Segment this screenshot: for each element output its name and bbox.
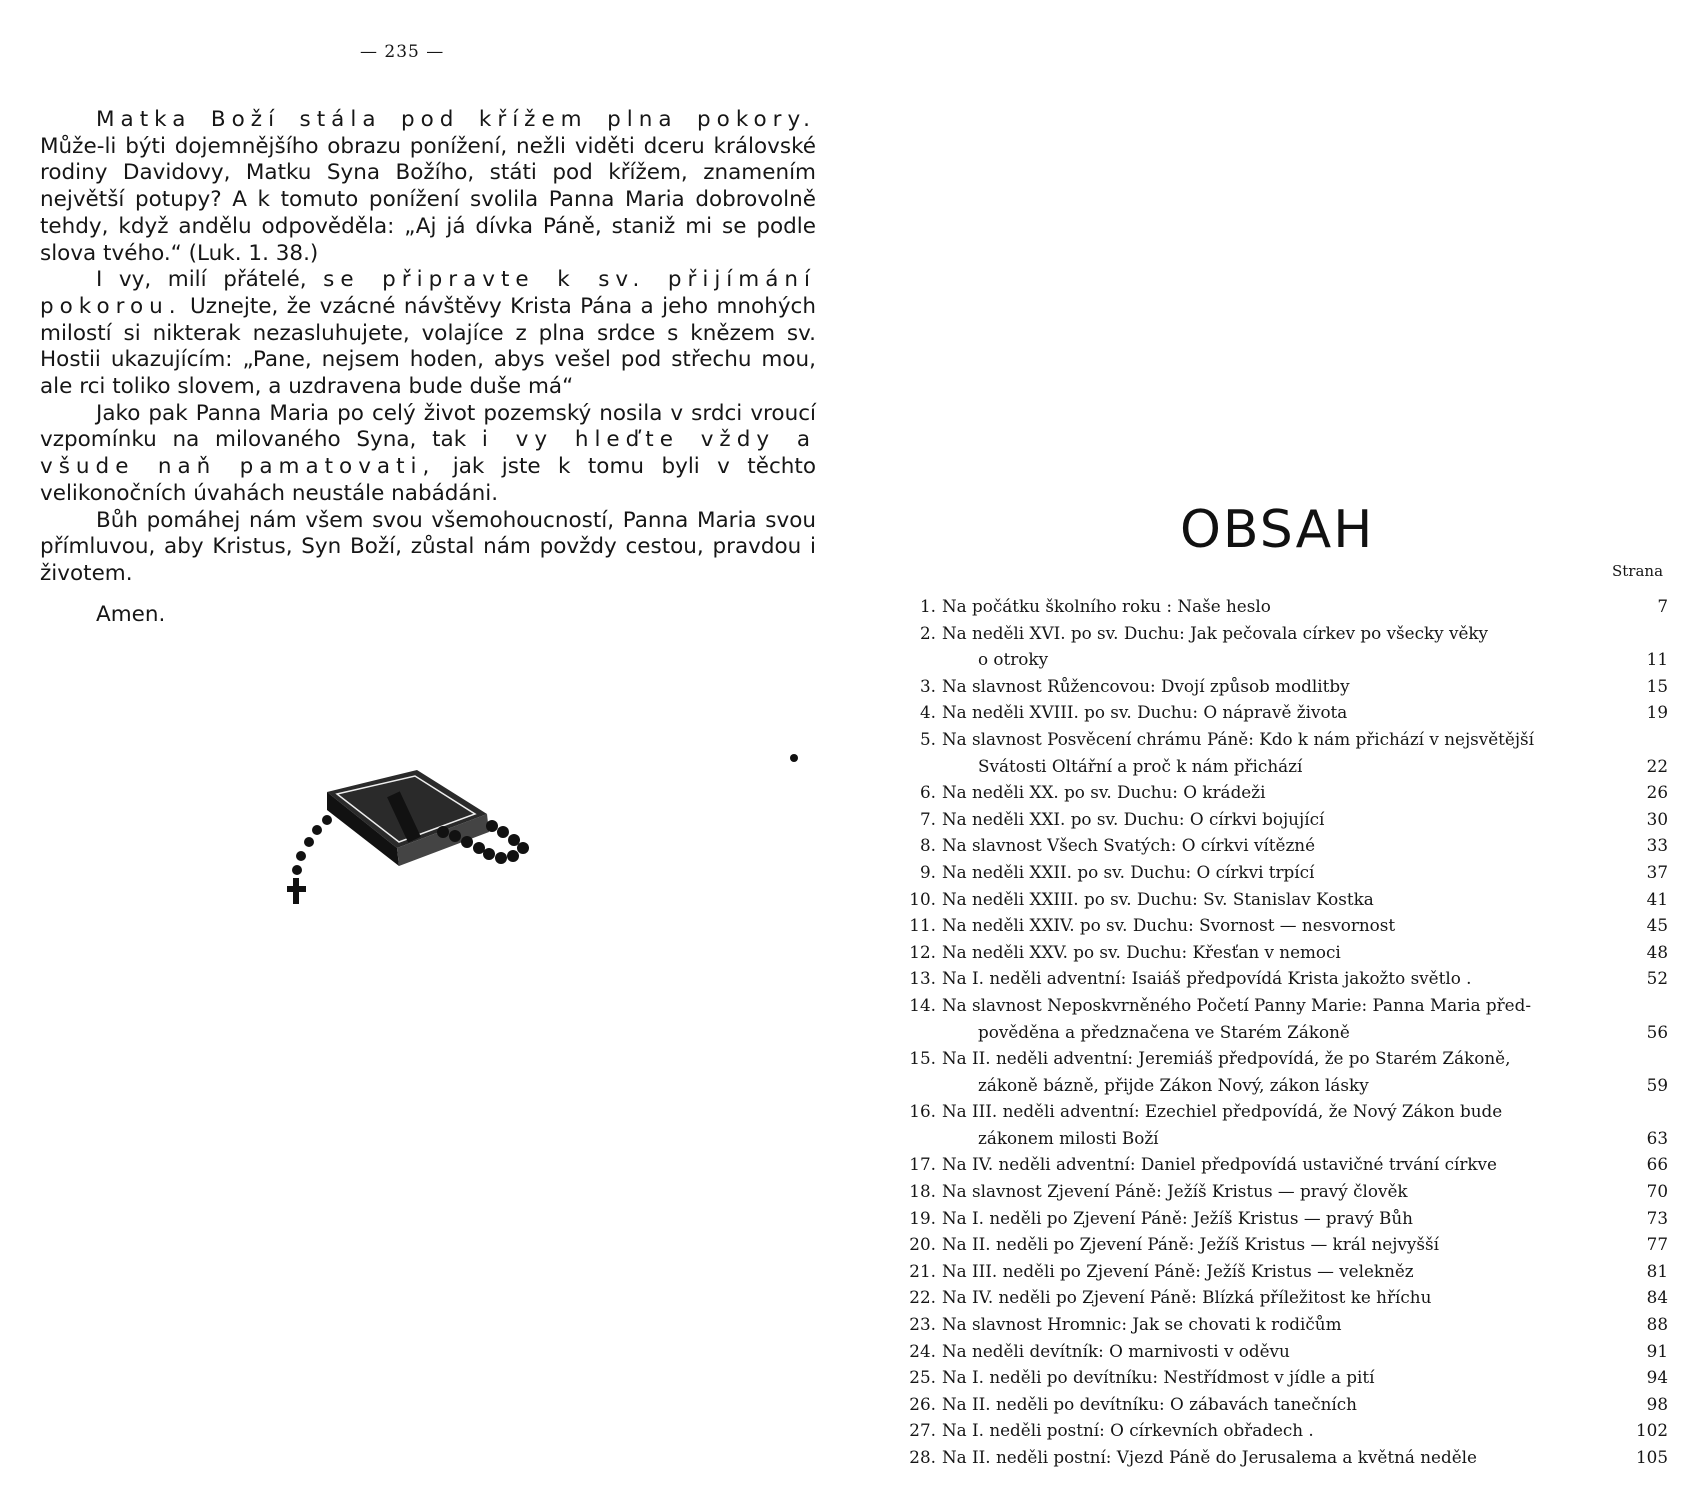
toc-entry	[896, 1338, 1668, 1365]
toc-entry-text: Na I. neděli postní: O církevních obřadech .	[942, 1420, 1314, 1441]
toc-entry-page: 77	[1646, 1234, 1668, 1255]
toc-entry-number: 23.	[909, 1314, 936, 1335]
toc-entry-text: Na II. neděli po Zjevení Páně: Ježíš Kristus — král nejvyšší	[942, 1234, 1439, 1255]
toc-entry-page: 30	[1646, 808, 1668, 829]
toc-entry-page: 105	[1635, 1447, 1668, 1467]
toc-entry-page: 94	[1646, 1367, 1668, 1388]
toc-entry	[896, 1151, 1668, 1178]
ink-dot	[790, 754, 798, 762]
spaced-emphasis: Matka Boží stála pod křížem plna pokory.	[96, 107, 816, 132]
toc-entry-title	[936, 1178, 1626, 1205]
toc-entry-title	[936, 806, 1626, 833]
toc-entry-title	[936, 886, 1626, 913]
toc-entry-page: 63	[1646, 1127, 1668, 1148]
toc-entry	[896, 992, 1668, 1045]
toc-entry	[896, 779, 1668, 806]
toc-entry-title	[936, 1284, 1626, 1311]
toc-entry-title	[936, 779, 1626, 806]
paragraph-text: Bůh pomáhej nám všem svou všemohoucností, Panna Maria svou přímluvou, aby Kristus, Syn Boží, zůstal nám povždy cestou, pravdou i životem.	[40, 507, 816, 586]
toc-entry-text: Na II. neděli postní: Vjezd Páně do Jerusalema a květná neděle	[942, 1447, 1477, 1467]
toc-entry-number: 27.	[909, 1420, 936, 1441]
paragraph	[40, 267, 816, 401]
toc-entry-text: Na I. neděli adventní: Isaiáš předpovídá Krista jakožto světlo .	[942, 968, 1472, 989]
toc-entry-text: Na neděli XVI. po sv. Duchu: Jak pečovala církev po všecky věky	[942, 622, 1489, 643]
toc-entry-page: 98	[1646, 1393, 1668, 1414]
spaced-emphasis: i vy hleďte vždy a všude naň pamatovati,	[40, 427, 816, 480]
toc-entry-title	[936, 1364, 1626, 1391]
toc-entry-text: Na neděli devítník: O marnivosti v oděvu	[942, 1340, 1290, 1361]
toc-entry-title	[936, 620, 1626, 673]
toc-entry-page: 66	[1646, 1154, 1668, 1175]
paragraph	[40, 508, 816, 588]
toc-entry-text: Na slavnost Růžencovou: Dvojí způsob modlitby	[942, 675, 1350, 696]
toc-entry-text: Na slavnost Všech Svatých: O církvi vítězné	[942, 835, 1316, 856]
toc-entry-page: 52	[1646, 968, 1668, 989]
toc-entry	[896, 939, 1668, 966]
toc-entry-title	[936, 1231, 1626, 1258]
paragraph-text: Může-li býti dojemnějšího obrazu ponížení, nežli viděti dceru královské rodiny Davidovy, Matku Syna Božího, státi pod křížem, znamením největší potupy? A k tomuto ponížení svolila Panna Maria dobrovolně tehdy, když andělu odpověděla: „Aj já dívka Páně, staniž mi se podle slova tvého.“ (Luk. 1. 38.)	[40, 133, 816, 266]
toc-entry-text: Na slavnost Neposkvrněného Početí Panny Marie: Panna Maria před-	[942, 994, 1532, 1015]
toc-entry-text: Na II. neděli po devítníku: O zábavách tanečních	[942, 1393, 1357, 1414]
toc-entry-text: Na neděli XVIII. po sv. Duchu: O nápravě života	[942, 702, 1348, 723]
toc-entry-page: 15	[1646, 675, 1668, 696]
toc-entry-page: 41	[1646, 888, 1668, 909]
toc-entry-text: Na počátku školního roku : Naše heslo	[942, 596, 1271, 616]
toc-entry-number: 6.	[919, 782, 936, 803]
toc-entry-page: 33	[1646, 835, 1668, 856]
toc-entry	[896, 1045, 1668, 1098]
toc-entry-number: 1.	[919, 596, 936, 616]
toc-entry-title	[936, 1311, 1626, 1338]
toc-entry	[896, 912, 1668, 939]
toc-entry-text: Na slavnost Posvěcení chrámu Páně: Kdo k nám přichází v nejsvětější	[942, 728, 1535, 749]
toc-entry	[896, 1284, 1668, 1311]
toc-entry-page: 102	[1635, 1420, 1668, 1441]
prayer-book-icon	[327, 770, 489, 866]
toc-entry-continuation: zákoně bázně, přijde Zákon Nový, zákon lásky	[978, 1074, 1369, 1095]
toc-entry-title	[936, 1338, 1626, 1365]
toc-entry	[896, 965, 1668, 992]
toc-entry-title	[936, 939, 1626, 966]
toc-entry-number: 11.	[909, 915, 936, 936]
toc-entry	[896, 1098, 1668, 1151]
toc-entry-number: 28.	[909, 1447, 936, 1467]
toc-title: OBSAH	[1180, 500, 1375, 560]
toc-entry	[896, 699, 1668, 726]
toc-entry-number: 16.	[909, 1101, 936, 1122]
toc-entry-page: 84	[1646, 1287, 1668, 1308]
toc-entry-number: 14.	[909, 994, 936, 1015]
paragraph	[40, 401, 816, 508]
toc-entry-title	[936, 912, 1626, 939]
toc-entry	[896, 1444, 1668, 1471]
toc-entry-page: 7	[1657, 596, 1668, 616]
toc-entry-text: Na slavnost Hromnic: Jak se chovati k rodičům	[942, 1314, 1342, 1335]
toc-entry	[896, 1205, 1668, 1232]
toc-entry-text: Na neděli XXI. po sv. Duchu: O církvi bojující	[942, 808, 1325, 829]
toc-entry-text: Na neděli XXV. po sv. Duchu: Křesťan v nemoci	[942, 941, 1341, 962]
toc-entry	[896, 1178, 1668, 1205]
toc-entry-number: 4.	[919, 702, 936, 723]
toc-entry-page: 11	[1646, 649, 1668, 670]
toc-entry	[896, 1417, 1668, 1444]
toc-entry	[896, 859, 1668, 886]
toc-entry-title	[936, 1444, 1626, 1471]
toc-entry-text: Na neděli XXIV. po sv. Duchu: Svornost — nesvornost	[942, 915, 1396, 936]
toc-entry-text: Na neděli XX. po sv. Duchu: O krádeži	[942, 782, 1266, 803]
toc-entry-number: 7.	[919, 808, 936, 829]
amen: Amen.	[96, 601, 166, 627]
paragraph-lead: Jako pak Panna Maria po celý život pozemský nosila v srdci vroucí vzpomínku na milovaného Syna, tak	[40, 400, 816, 453]
page-column-label: Strana	[1612, 562, 1664, 580]
toc-entry-page: 73	[1646, 1207, 1668, 1228]
toc-entry	[896, 1364, 1668, 1391]
toc-entry	[896, 620, 1668, 673]
toc-entry-title	[936, 1205, 1626, 1232]
toc-entry-text: Na III. neděli adventní: Ezechiel předpovídá, že Nový Zákon bude	[942, 1101, 1503, 1122]
toc-entry-number: 19.	[909, 1207, 936, 1228]
toc-entry-title	[936, 673, 1626, 700]
toc-entry-text: Na II. neděli adventní: Jeremiáš předpovídá, že po Starém Zákoně,	[942, 1048, 1511, 1069]
prayer-book-rosary-illustration	[287, 770, 577, 930]
toc-entry	[896, 1231, 1668, 1258]
toc-entry-number: 25.	[909, 1367, 936, 1388]
toc-entry	[896, 593, 1668, 620]
toc-entry	[896, 1391, 1668, 1418]
toc-entry-title	[936, 965, 1626, 992]
toc-entry-title	[936, 593, 1626, 620]
sermon-text	[40, 107, 816, 628]
toc-entry-title	[936, 1391, 1626, 1418]
toc-entry-title	[936, 1417, 1626, 1444]
toc-entry-text: Na neděli XXIII. po sv. Duchu: Sv. Stanislav Kostka	[942, 888, 1374, 909]
paragraph-text: jak jste k tomu byli v těchto velikonočních úvahách neustále nabádáni.	[40, 454, 816, 506]
toc-entry-page: 88	[1646, 1314, 1668, 1335]
toc-entry-continuation: o otroky	[978, 649, 1049, 670]
paragraph-text: Uznejte, že vzácné návštěvy Krista Pána a jeho mnohých milostí si nikterak nezasluhujete, volajíce z plna srdce s knězem sv. Hostii ukazujícím: „Pane, nejsem hoden, abys vešel pod střechu mou, ale rci toliko slovem, a uzdravena bude duše má“	[40, 293, 816, 400]
toc-entry-number: 18.	[909, 1181, 936, 1202]
toc-entry	[896, 832, 1668, 859]
toc-entry-number: 8.	[919, 835, 936, 856]
toc-entry-number: 20.	[909, 1234, 936, 1255]
toc-entry-page: 70	[1646, 1181, 1668, 1202]
toc-entry	[896, 886, 1668, 913]
toc-entry-page: 56	[1646, 1021, 1668, 1042]
toc-entry	[896, 1258, 1668, 1285]
toc-entry-number: 12.	[909, 941, 936, 962]
toc-entry-page: 26	[1646, 782, 1668, 803]
toc-entry-title	[936, 726, 1626, 779]
toc-entry-page: 19	[1646, 702, 1668, 723]
toc-entry-number: 5.	[919, 728, 936, 749]
toc-entry-text: Na IV. neděli adventní: Daniel předpovídá ustavičné trvání církve	[942, 1154, 1497, 1175]
toc-entry-text: Na neděli XXII. po sv. Duchu: O církvi trpící	[942, 861, 1315, 882]
toc-entry-page: 22	[1646, 755, 1668, 776]
toc-entry-title	[936, 992, 1626, 1045]
toc-entry-number: 17.	[909, 1154, 936, 1175]
table-of-contents	[896, 593, 1668, 1471]
toc-entry	[896, 726, 1668, 779]
toc-entry-continuation: zákonem milosti Boží	[978, 1127, 1159, 1148]
toc-entry-page: 59	[1646, 1074, 1668, 1095]
page-number: — 235 —	[360, 42, 445, 62]
spaced-emphasis: se připravte k sv. přijímání pokorou.	[40, 267, 816, 319]
toc-entry-title	[936, 1045, 1626, 1098]
toc-entry-title	[936, 859, 1626, 886]
toc-entry-text: Na III. neděli po Zjevení Páně: Ježíš Kristus — velekněz	[942, 1260, 1414, 1281]
toc-entry-title	[936, 1258, 1626, 1285]
toc-entry-title	[936, 699, 1626, 726]
toc-entry-title	[936, 1098, 1626, 1151]
toc-entry-page: 45	[1646, 915, 1668, 936]
toc-entry-number: 24.	[909, 1340, 936, 1361]
toc-entry	[896, 806, 1668, 833]
toc-entry-page: 48	[1646, 941, 1668, 962]
toc-entry-number: 13.	[909, 968, 936, 989]
toc-entry-number: 15.	[909, 1048, 936, 1069]
toc-entry-continuation: Svátosti Oltářní a proč k nám přichází	[978, 755, 1303, 776]
toc-entry	[896, 1311, 1668, 1338]
toc-entry-text: Na slavnost Zjevení Páně: Ježíš Kristus — pravý člověk	[942, 1181, 1408, 1202]
toc-entry-number: 2.	[919, 622, 936, 643]
toc-entry-text: Na I. neděli po Zjevení Páně: Ježíš Kristus — pravý Bůh	[942, 1207, 1413, 1228]
toc-entry-title	[936, 1151, 1626, 1178]
paragraph-lead: I vy, milí přátelé,	[96, 267, 324, 293]
toc-entry-number: 21.	[909, 1260, 936, 1281]
toc-entry-number: 10.	[909, 888, 936, 909]
toc-entry-text: Na IV. neděli po Zjevení Páně: Blízká příležitost ke hříchu	[942, 1287, 1432, 1308]
toc-entry-title	[936, 832, 1626, 859]
toc-entry	[896, 673, 1668, 700]
toc-entry-number: 26.	[909, 1393, 936, 1414]
toc-entry-continuation: pověděna a předznačena ve Starém Zákoně	[978, 1021, 1350, 1042]
toc-entry-number: 22.	[909, 1287, 936, 1308]
toc-entry-number: 3.	[919, 675, 936, 696]
toc-entry-page: 91	[1646, 1340, 1668, 1361]
paragraph	[40, 107, 816, 267]
toc-entry-page: 37	[1646, 861, 1668, 882]
toc-entry-text: Na I. neděli po devítníku: Nestřídmost v jídle a pití	[942, 1367, 1375, 1388]
toc-entry-number: 9.	[919, 861, 936, 882]
toc-entry-page: 81	[1646, 1260, 1668, 1281]
